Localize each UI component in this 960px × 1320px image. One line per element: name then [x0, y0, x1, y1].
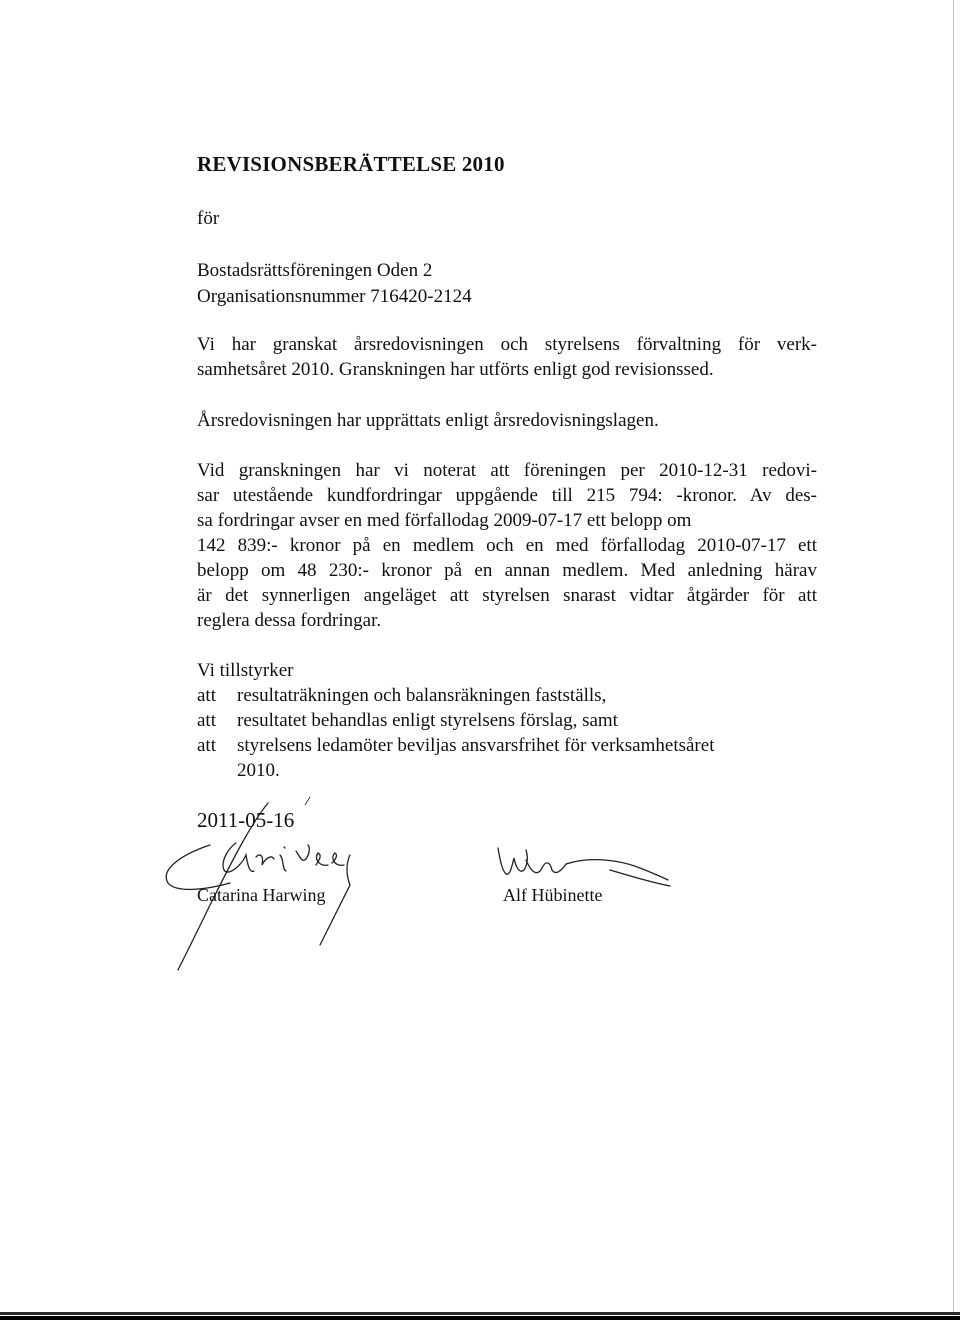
recommend-intro: Vi tillstyrker [197, 660, 294, 681]
recommend-item-1-text: resultaträkningen och balansräkningen fastställs, [237, 685, 607, 706]
scan-bottom-edge-dark [0, 1316, 960, 1320]
recommend-item-3-text: styrelsens ledamöter beviljas ansvarsfrihet för verksamhetsåret [237, 735, 715, 756]
signature-catarina-harwing [150, 785, 390, 975]
paragraph-3-line-5: belopp om 48 230:- kronor på en annan medlem. Med anledning härav [197, 560, 817, 581]
paragraph-3-line-1: Vid granskningen har vi noterat att föreningen per 2010-12-31 redovi- [197, 460, 817, 481]
paragraph-3-line-3: sa fordringar avser en med förfallodag 2009-07-17 ett belopp om [197, 510, 692, 531]
paragraph-1-line-2: samhetsåret 2010. Granskningen har utförts enligt god revisionssed. [197, 359, 714, 380]
signatory-2-name: Alf Hübinette [503, 885, 603, 905]
recommend-item-1-prefix: att [197, 685, 216, 706]
recommend-item-2-text: resultatet behandlas enligt styrelsens förslag, samt [237, 710, 618, 731]
paragraph-1-line-1: Vi har granskat årsredovisningen och styrelsens förvaltning för verk- [197, 334, 817, 355]
for-word: för [197, 208, 220, 229]
paragraph-3-line-2: sar utestående kundfordringar uppgående till 215 794: -kronor. Av des- [197, 485, 817, 506]
scan-bottom-edge [0, 1312, 960, 1315]
recommend-item-2-prefix: att [197, 710, 216, 731]
signature-date: 2011-05-16 [197, 808, 295, 832]
scan-edge [953, 0, 954, 1320]
signatory-1-name: Catarina Harwing [197, 885, 326, 905]
association-name: Bostadsrättsföreningen Oden 2 [197, 260, 433, 281]
org-number: Organisationsnummer 716420-2124 [197, 286, 472, 307]
paragraph-3-line-4: 142 839:- kronor på en medlem och en med förfallodag 2010-07-17 ett [197, 535, 817, 556]
recommend-item-3-prefix: att [197, 735, 216, 756]
document-title: REVISIONSBERÄTTELSE 2010 [197, 152, 505, 176]
paragraph-2: Årsredovisningen har upprättats enligt årsredovisningslagen. [197, 410, 659, 431]
paragraph-3-line-6: är det synnerligen angeläget att styrelsen snarast vidtar åtgärder för att [197, 585, 817, 606]
recommend-item-3-continuation: 2010. [237, 760, 280, 781]
paragraph-3-line-7: reglera dessa fordringar. [197, 610, 382, 631]
